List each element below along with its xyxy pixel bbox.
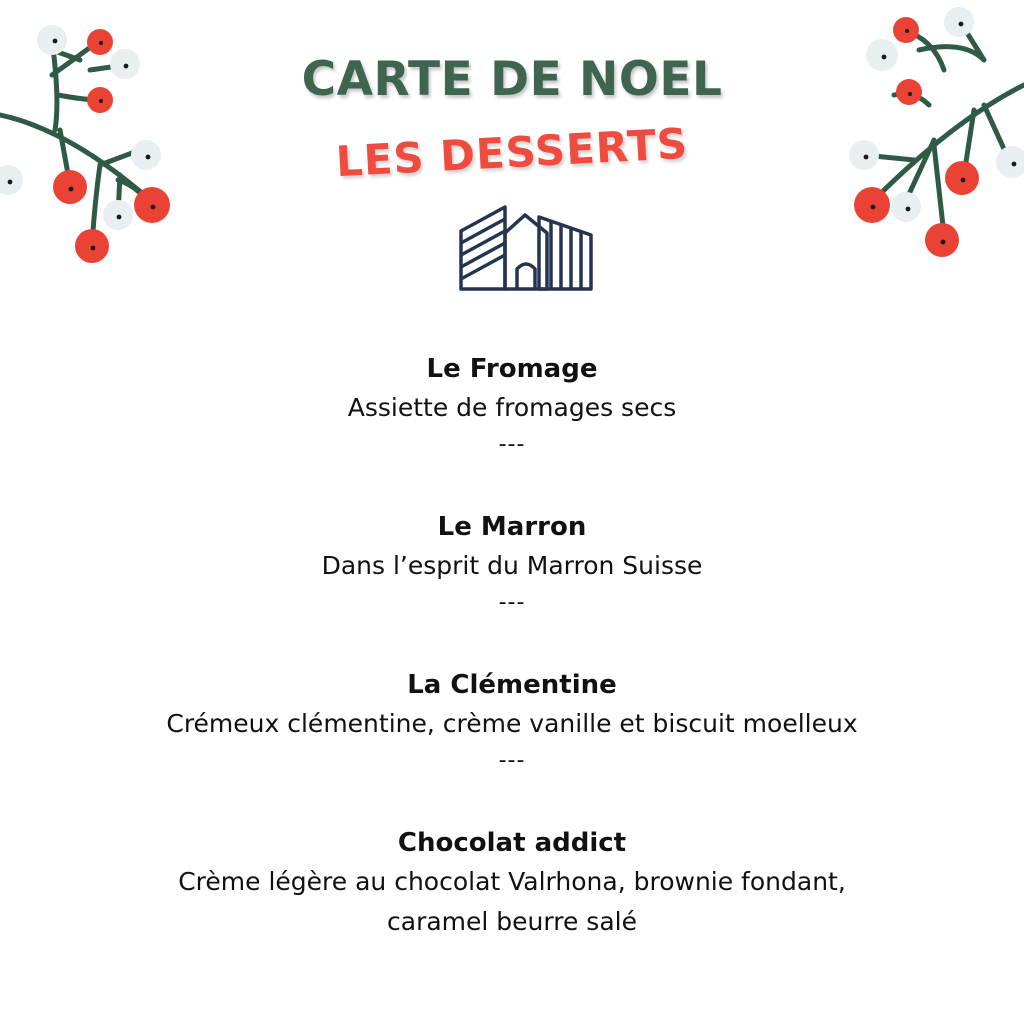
menu-item-name: Chocolat addict [397,828,627,858]
menu-item [0,666,1024,778]
menu-item [0,350,1024,462]
menu-item-name: Le Fromage [426,354,598,384]
menu-item [0,508,1024,620]
menu-item-separator: --- [498,748,526,773]
menu-item-name: Le Marron [437,512,587,542]
holly-berries-left-icon [0,0,190,280]
menu-item-description: Assiette de fromages secs [347,393,677,422]
menu-item-description: Crémeux clémentine, crème vanille et biscuit moelleux [166,709,858,738]
building-logo-icon [459,205,593,293]
menu-item-description: Crème légère au chocolat Valrhona, brownie fondant, caramel beurre salé [178,867,846,936]
menu-item [0,824,1024,942]
menu-item-name: La Clémentine [407,670,617,700]
dessert-menu [0,350,1024,988]
page-subtitle: LES DESSERTS [334,118,690,187]
menu-item-separator: --- [498,590,526,615]
menu-item-description: Dans l’esprit du Marron Suisse [321,551,703,580]
page-title: CARTE DE NOEL [301,52,723,107]
menu-item-separator: --- [498,432,526,457]
